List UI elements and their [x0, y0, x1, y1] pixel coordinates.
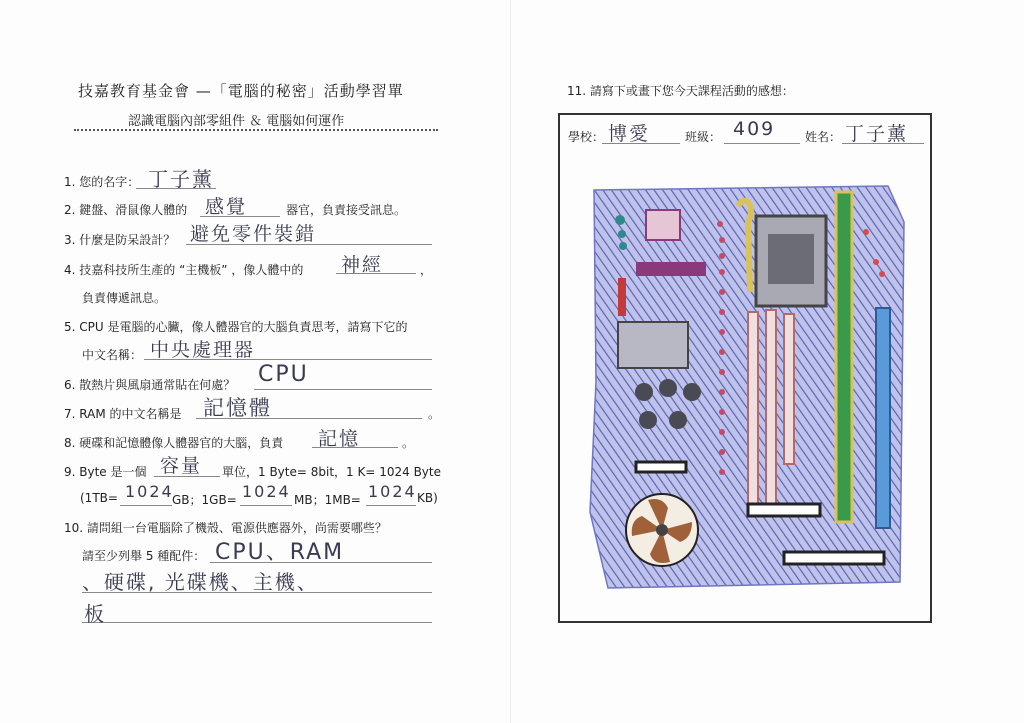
q6-answer-line	[254, 389, 432, 390]
pcie-slot-blue	[876, 308, 890, 528]
class-value: 409	[733, 118, 776, 140]
q7-answer: 記憶體	[203, 396, 272, 420]
io-port-1	[646, 210, 680, 240]
school-value: 博愛	[608, 123, 651, 145]
q2-text-after: 器官，負責接受訊息。	[286, 203, 407, 217]
q10-answer-line-3	[82, 622, 432, 623]
q11-text: 11. 請寫下或畫下您今天課程活動的感想：	[567, 84, 794, 98]
worksheet-subtitle: 認識電腦內部零組件 ＆ 電腦如何運作	[128, 114, 345, 129]
q10-text: 10. 請問組一台電腦除了機殼、電源供應器外，尚需要哪些？	[64, 521, 387, 535]
q5-text-line2: 中文名稱：	[82, 348, 143, 362]
io-port-2	[636, 262, 706, 276]
q2-answer: 感覺	[205, 196, 248, 218]
q10-answer-3: 板	[84, 602, 106, 626]
q6-answer: CPU	[258, 362, 309, 387]
q2-text-before: 2. 鍵盤、滑鼠像人體的	[64, 203, 188, 217]
q8-answer: 記憶	[318, 428, 361, 450]
q1-text: 1. 您的名字：	[64, 175, 140, 189]
page-fold	[510, 0, 511, 723]
q10-answer-1: CPU、RAM	[215, 540, 345, 565]
q6-text: 6. 散熱片與風扇通常貼在何處？	[64, 378, 236, 392]
ram-slot-2	[766, 310, 776, 510]
class-label: 班級：	[685, 130, 722, 144]
q9-mb-answer: 1024	[368, 482, 417, 501]
dotted-divider	[74, 129, 438, 131]
q4-text-before: 4. 技嘉科技所生產的 “主機板” ，像人體中的	[64, 263, 304, 277]
q9-tb-answer: 1024	[125, 482, 174, 501]
q9-kb-label: KB)	[417, 491, 438, 505]
q4-text-after: ，	[420, 263, 433, 277]
cpu-fan	[626, 494, 698, 566]
name-value: 丁子薰	[845, 123, 909, 145]
q7-text-after: 。	[428, 407, 441, 421]
ram-slot-3	[784, 314, 794, 464]
cpu-chip	[768, 234, 814, 284]
connector-bar-1	[636, 462, 686, 472]
school-label: 學校：	[568, 130, 605, 144]
q9-tb-line	[120, 505, 172, 506]
q3-text: 3. 什麼是防呆設計？	[64, 233, 176, 247]
q5-answer: 中央處理器	[150, 339, 256, 361]
q8-text-after: 。	[402, 436, 415, 450]
ram-slot-1	[748, 312, 758, 512]
motherboard-drawing	[588, 182, 906, 592]
q9-tb-label: (1TB=	[80, 491, 118, 505]
q9-mb-label: MB；1MB=	[294, 493, 361, 507]
q9-mb-line	[366, 505, 416, 506]
pcie-slot-green	[836, 192, 852, 522]
connector-bar-3	[784, 552, 884, 564]
q9-gb-line	[240, 505, 292, 506]
q9-text-after: 單位，1 Byte= 8bit，1 K= 1024 Byte	[222, 465, 441, 479]
q3-answer: 避免零件裝錯	[190, 223, 317, 245]
q9-gb-label: GB；1GB=	[172, 493, 237, 507]
q7-text: 7. RAM 的中文名稱是	[64, 407, 182, 421]
q10-answer-2: 、硬碟, 光碟機、主機、	[82, 570, 319, 594]
q9-answer: 容量	[160, 455, 203, 477]
worksheet-title: 技嘉教育基金會 —「電腦的秘密」活動學習單	[78, 82, 404, 100]
q10-text-line2: 請至少列舉 5 種配件：	[82, 549, 206, 563]
q4-answer: 神經	[341, 254, 384, 276]
class-line	[724, 143, 800, 144]
q9-gb-answer: 1024	[242, 482, 291, 501]
q1-answer: 丁子薰	[148, 167, 214, 191]
q8-text: 8. 硬碟和記憶體像人體器官的大腦，負責	[64, 436, 284, 450]
io-port-3	[618, 278, 626, 316]
chipset-heatsink	[618, 322, 688, 368]
name-label: 姓名：	[805, 130, 842, 144]
q4-text-line2: 負責傳遞訊息。	[82, 291, 167, 305]
connector-bar-2	[748, 504, 820, 516]
q9-text-before: 9. Byte 是一個	[64, 465, 147, 479]
q5-text: 5. CPU 是電腦的心臟，像人體器官的大腦負責思考，請寫下它的	[64, 320, 408, 334]
